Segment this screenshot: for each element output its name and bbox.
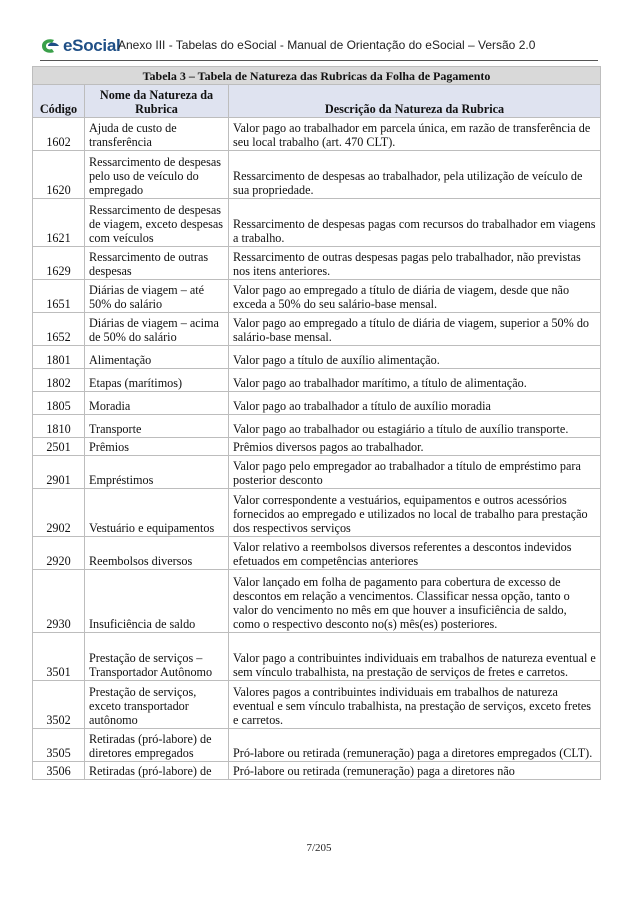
rubrica-name: Vestuário e equipamentos — [85, 489, 229, 537]
table-row — [33, 537, 601, 570]
table-row — [33, 118, 601, 151]
table-row — [33, 681, 601, 729]
rubrica-description: Valor pago a contribuintes individuais em trabalhos de natureza eventual e sem vínculo trabalhista, na prestação de serviços de fretes e carretos. — [229, 633, 601, 681]
header-divider — [40, 60, 598, 61]
rubrica-description: Valor pago ao trabalhador ou estagiário a título de auxílio transporte. — [229, 415, 601, 438]
page-header — [40, 33, 600, 59]
rubrica-description: Valor correspondente a vestuários, equipamentos e outros acessórios fornecidos ao empregado e utilizados no local de trabalho para prestação dos respectivos serviços — [229, 489, 601, 537]
esocial-logo-icon — [40, 37, 62, 55]
rubrica-name: Prestação de serviços – Transportador Autônomo — [85, 633, 229, 681]
column-header-code: Código — [33, 85, 85, 118]
rubrica-code: 3505 — [33, 729, 85, 762]
rubrica-name: Etapas (marítimos) — [85, 369, 229, 392]
table-row — [33, 247, 601, 280]
rubrica-name: Empréstimos — [85, 456, 229, 489]
rubrica-description: Valor pago pelo empregador ao trabalhador a título de empréstimo para posterior desconto — [229, 456, 601, 489]
rubrica-name: Retiradas (pró-labore) de diretores empregados — [85, 729, 229, 762]
table-row — [33, 392, 601, 415]
rubrica-code: 1801 — [33, 346, 85, 369]
logo-text: eSocial — [63, 36, 121, 55]
esocial-logo — [40, 35, 120, 57]
table-header-row — [33, 85, 601, 118]
rubrica-name: Moradia — [85, 392, 229, 415]
rubrica-code: 1602 — [33, 118, 85, 151]
rubrica-description: Pró-labore ou retirada (remuneração) paga a diretores empregados (CLT). — [229, 729, 601, 762]
rubrica-name: Reembolsos diversos — [85, 537, 229, 570]
rubrica-description: Valor pago ao trabalhador marítimo, a título de alimentação. — [229, 369, 601, 392]
rubrica-name: Ressarcimento de despesas pelo uso de veículo do empregado — [85, 151, 229, 199]
rubrica-code: 1805 — [33, 392, 85, 415]
rubrica-name: Retiradas (pró-labore) de — [85, 762, 229, 780]
rubrica-code: 2930 — [33, 570, 85, 633]
rubrica-name: Ressarcimento de despesas de viagem, exceto despesas com veículos — [85, 199, 229, 247]
rubrica-code: 1620 — [33, 151, 85, 199]
table-row — [33, 346, 601, 369]
rubrica-code: 3502 — [33, 681, 85, 729]
table-row — [33, 280, 601, 313]
rubrica-description: Valor pago a título de auxílio alimentação. — [229, 346, 601, 369]
rubrica-description: Valor relativo a reembolsos diversos referentes a descontos indevidos efetuados em competências anteriores — [229, 537, 601, 570]
rubrica-code: 1810 — [33, 415, 85, 438]
table-row — [33, 151, 601, 199]
table-row — [33, 456, 601, 489]
rubrica-description: Valores pagos a contribuintes individuais em trabalhos de natureza eventual e sem vínculo trabalhista, na prestação de serviços, exceto fretes e carretos. — [229, 681, 601, 729]
table-row — [33, 729, 601, 762]
table-row — [33, 313, 601, 346]
rubrica-name: Ajuda de custo de transferência — [85, 118, 229, 151]
rubrica-description: Ressarcimento de despesas ao trabalhador, pela utilização de veículo de sua propriedade. — [229, 151, 601, 199]
rubrica-description: Valor pago ao empregado a título de diária de viagem, superior a 50% do salário-base mensal. — [229, 313, 601, 346]
rubrica-code: 2902 — [33, 489, 85, 537]
rubrica-description: Valor lançado em folha de pagamento para cobertura de excesso de descontos em relação a vencimentos. Classificar nessa opção, tanto o valor do vencimento no mês em que houver a insuficiência de saldo, como o respectivo desconto no(s) mês(es) posteriores. — [229, 570, 601, 633]
rubrica-description: Valor pago ao trabalhador em parcela única, em razão de transferência de seu local trabalho (art. 470 CLT). — [229, 118, 601, 151]
table-row — [33, 199, 601, 247]
table-caption: Tabela 3 – Tabela de Natureza das Rubricas da Folha de Pagamento — [33, 67, 601, 85]
table-row — [33, 415, 601, 438]
rubrica-description: Valor pago ao empregado a título de diária de viagem, desde que não exceda a 50% do seu salário-base mensal. — [229, 280, 601, 313]
table-row — [33, 438, 601, 456]
rubrica-name: Transporte — [85, 415, 229, 438]
rubrica-description: Pró-labore ou retirada (remuneração) paga a diretores não — [229, 762, 601, 780]
table-row — [33, 489, 601, 537]
rubrica-description: Ressarcimento de despesas pagas com recursos do trabalhador em viagens a trabalho. — [229, 199, 601, 247]
page-number: 7/205 — [306, 842, 332, 854]
rubrica-code: 3501 — [33, 633, 85, 681]
rubrica-name: Ressarcimento de outras despesas — [85, 247, 229, 280]
rubrica-code: 2501 — [33, 438, 85, 456]
table-caption-row — [33, 67, 601, 85]
rubrica-code: 2920 — [33, 537, 85, 570]
rubrica-name: Insuficiência de saldo — [85, 570, 229, 633]
rubrica-name: Diárias de viagem – até 50% do salário — [85, 280, 229, 313]
rubrica-code: 1802 — [33, 369, 85, 392]
table-row — [33, 570, 601, 633]
rubrica-name: Alimentação — [85, 346, 229, 369]
rubricas-table — [32, 66, 601, 780]
column-header-description: Descrição da Natureza da Rubrica — [229, 85, 601, 118]
rubrica-code: 2901 — [33, 456, 85, 489]
rubrica-name: Prêmios — [85, 438, 229, 456]
rubrica-description: Ressarcimento de outras despesas pagas pelo trabalhador, não previstas nos itens anteriores. — [229, 247, 601, 280]
rubrica-description: Valor pago ao trabalhador a título de auxílio moradia — [229, 392, 601, 415]
rubrica-code: 1651 — [33, 280, 85, 313]
table-row — [33, 633, 601, 681]
rubrica-code: 1621 — [33, 199, 85, 247]
rubrica-code: 1629 — [33, 247, 85, 280]
document-title: Anexo III - Tabelas do eSocial - Manual de Orientação do eSocial – Versão 2.0 — [118, 38, 536, 52]
rubrica-code: 3506 — [33, 762, 85, 780]
rubrica-name: Prestação de serviços, exceto transportador autônomo — [85, 681, 229, 729]
rubrica-description: Prêmios diversos pagos ao trabalhador. — [229, 438, 601, 456]
table-row — [33, 762, 601, 780]
rubrica-name: Diárias de viagem – acima de 50% do salário — [85, 313, 229, 346]
table-row — [33, 369, 601, 392]
rubrica-code: 1652 — [33, 313, 85, 346]
column-header-name: Nome da Natureza da Rubrica — [85, 85, 229, 118]
